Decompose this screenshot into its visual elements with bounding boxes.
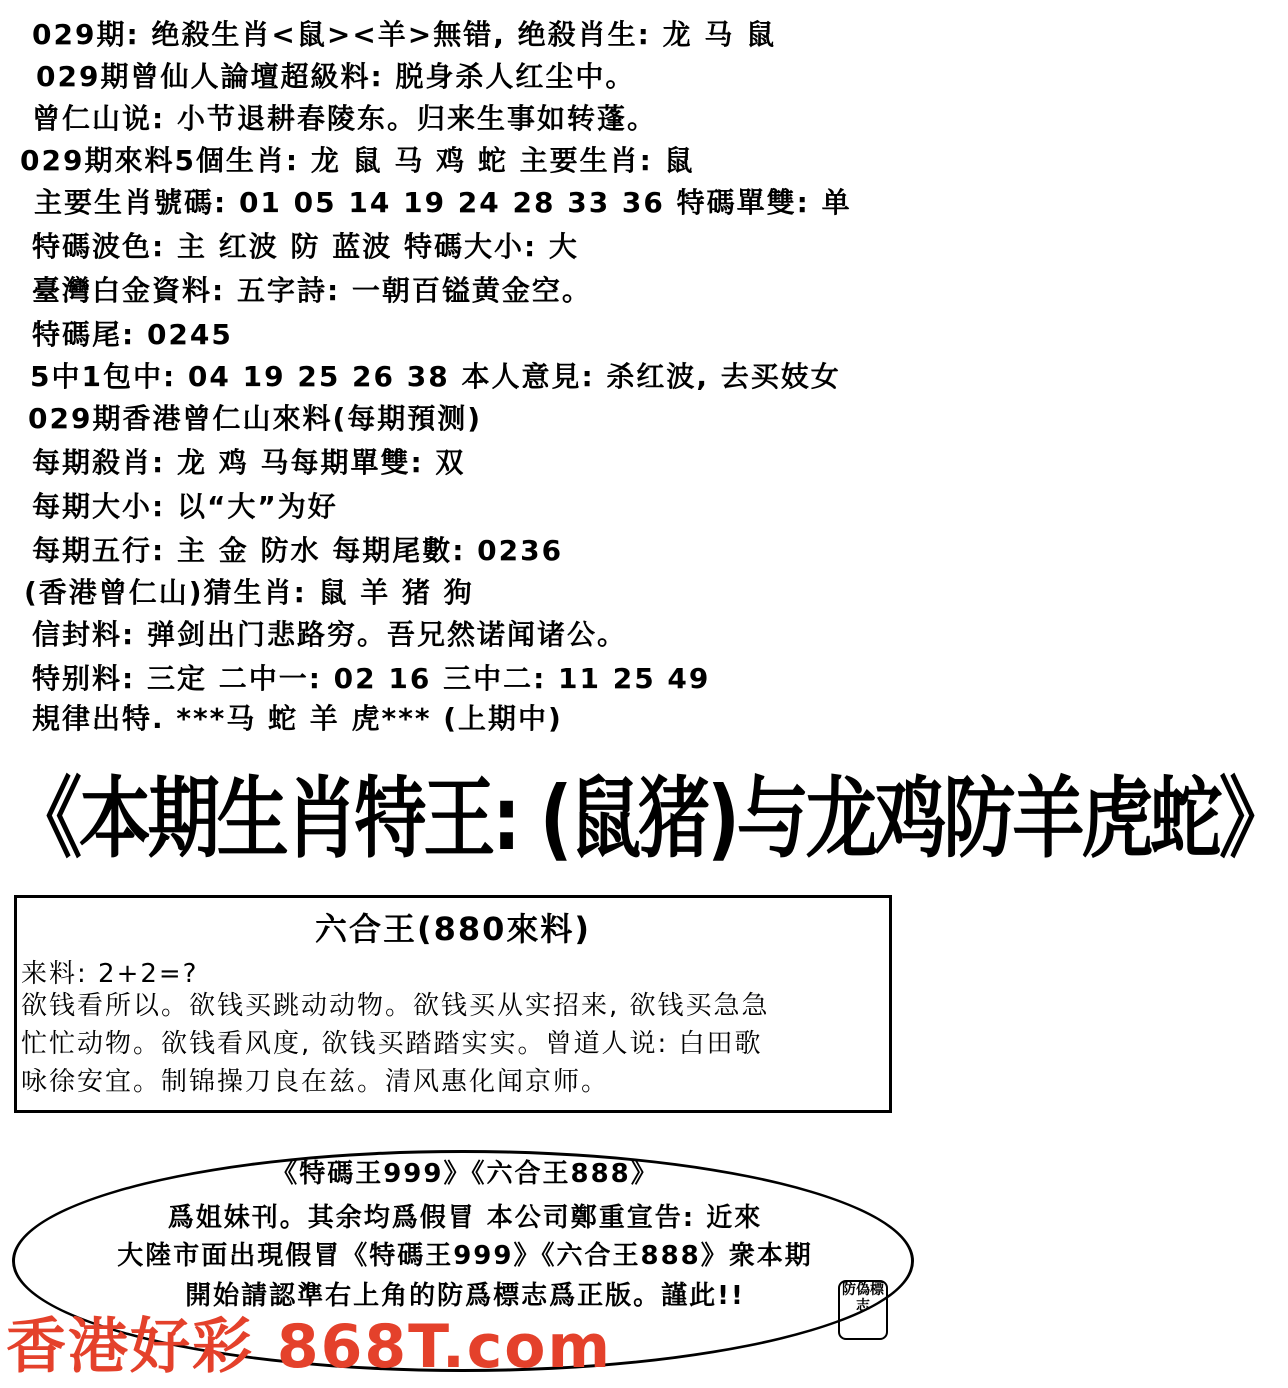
line-1: 029期: 绝殺生肖<鼠><羊>無错, 绝殺肖生: 龙 马 鼠	[32, 18, 777, 51]
box-line-2: 欲钱看所以。欲钱买跳动动物。欲钱买从实招来, 欲钱买急急	[21, 991, 770, 1021]
liuhe-box	[14, 895, 892, 1113]
line-6: 特碼波色: 主 红波 防 蓝波 特碼大小: 大	[32, 230, 579, 263]
line-5: 主要生肖號碼: 01 05 14 19 24 28 33 36 特碼單雙: 单	[34, 186, 852, 219]
line-10: 029期香港曾仁山來料(每期預测)	[28, 402, 483, 435]
line-3: 曾仁山说: 小节退耕春陵东。归来生事如转蓬。	[32, 102, 657, 135]
site-watermark[interactable]: 香港好彩 868T.com	[6, 1312, 613, 1382]
line-4: 029期來料5個生肖: 龙 鼠 马 鸡 蛇 主要生肖: 鼠	[20, 144, 695, 177]
line-16: 特别料: 三定 二中一: 02 16 三中二: 11 25 49	[32, 662, 711, 695]
line-2: 029期曾仙人論壇超級料: 脱身杀人红尘中。	[36, 60, 636, 93]
oval-line-1: 《特碼王999》《六合王888》	[271, 1159, 659, 1189]
box-title: 六合王(880來料)	[314, 910, 592, 948]
line-9: 5中1包中: 04 19 25 26 38 本人意見: 杀红波, 去买妓女	[30, 360, 841, 393]
headline-banner: 《本期生肖特王: (鼠猪)与龙鸡防羊虎蛇》	[10, 767, 1288, 870]
line-11: 每期殺肖: 龙 鸡 马每期單雙: 双	[32, 446, 466, 479]
oval-line-2: 爲姐妹刊。其余均爲假冒 本公司鄭重宣告: 近來	[167, 1203, 763, 1233]
box-line-4: 咏徐安宜。制锦操刀良在兹。清风惠化闻京师。	[21, 1067, 610, 1097]
line-17: 規律出特. ***马 蛇 羊 虎*** (上期中)	[32, 702, 563, 735]
oval-line-4: 開始請認準右上角的防爲標志爲正版。謹此!!	[185, 1281, 745, 1311]
line-13: 每期五行: 主 金 防水 每期尾數: 0236	[32, 534, 564, 567]
line-14: (香港曾仁山)猜生肖: 鼠 羊 猪 狗	[24, 576, 474, 609]
box-line-3: 忙忙动物。欲钱看风度, 欲钱买踏踏实实。曾道人说: 白田歌	[21, 1029, 763, 1059]
line-12: 每期大小: 以“大”为好	[32, 490, 338, 523]
line-8: 特碼尾: 0245	[32, 318, 233, 351]
oval-line-3: 大陸市面出現假冒《特碼王999》《六合王888》衆本期	[117, 1241, 813, 1271]
line-7: 臺灣白金資料: 五字詩: 一朝百镒黄金空。	[32, 274, 592, 307]
anti-counterfeit-stamp: 防偽標志	[838, 1280, 888, 1340]
line-15: 信封料: 弹剑出门悲路穷。吾兄然诺闻诸公。	[32, 618, 627, 651]
box-line-1: 来料: 2+2=?	[21, 959, 199, 989]
